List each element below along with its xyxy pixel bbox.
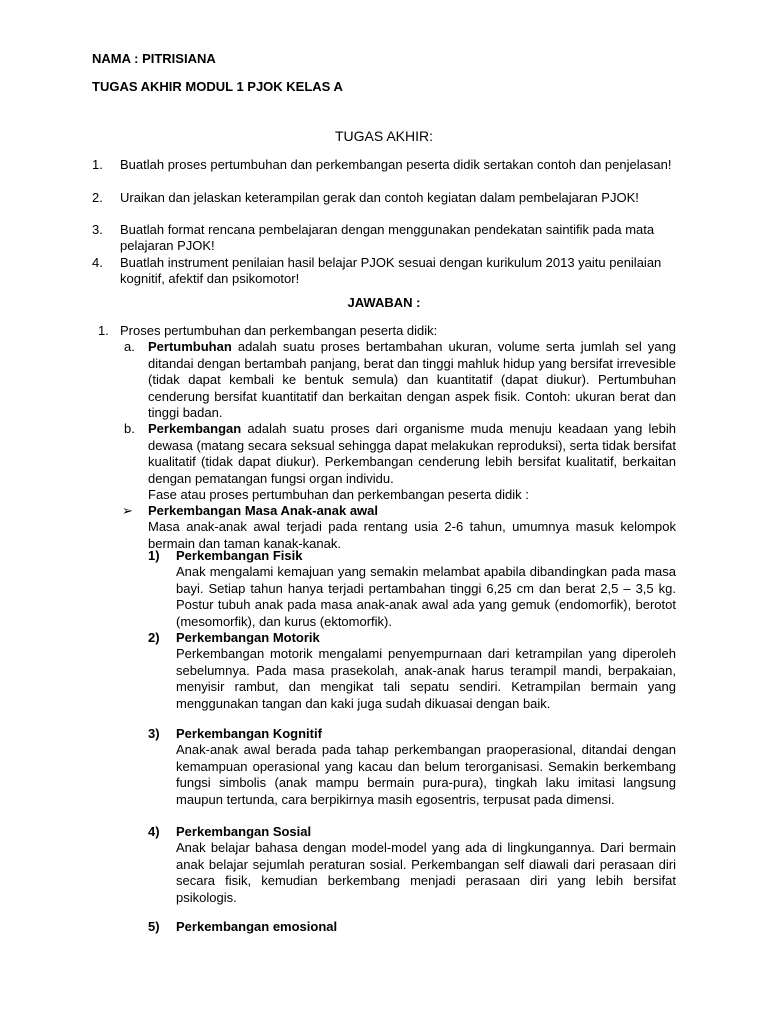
sub-number-text: 5): [148, 919, 160, 934]
question-number: 4.: [92, 255, 103, 270]
sub-heading: [176, 548, 676, 565]
question-text: Buatlah format rencana pembelajaran dengan menggunakan pendekatan saintifik pada mata pelajaran PJOK!: [120, 222, 655, 253]
sub-heading-text: Perkembangan Motorik: [176, 630, 320, 645]
sub-heading: [176, 630, 676, 647]
perkembangan-term: Perkembangan: [148, 421, 242, 436]
sub-number: [148, 919, 160, 934]
answer-number: 1.: [98, 323, 109, 338]
sub-number: [148, 824, 160, 839]
pertumbuhan-paragraph: [148, 339, 676, 422]
motorik-text: Perkembangan motorik mengalami penyempurnaan dari ketrampilan yang diperoleh sebelumnya. Pada masa prasekolah, anak-anak harus terampil mandi, berpakaian, menyisir rambut, dan mengikat tali sepatu sendiri. Ketrampilan bermain yang menggunakan tangan dan kaki juga sudah dikuasai dengan baik.: [176, 646, 676, 711]
sub-number: [148, 548, 160, 563]
sub-heading: [176, 919, 676, 936]
fisik-text: Anak mengalami kemajuan yang semakin melambat apabila dibandingkan pada masa bayi. Setiap tahun hanya terjadi pertambahan tinggi 6,25 cm dan berat 2,5 – 3,5 kg. Postur tubuh anak pada masa anak-anak awal ada yang gemuk (endomorfik), berotot (mesomorfik), dan kurus (ektomorfik).: [176, 564, 676, 629]
answer-heading: JAWABAN :: [347, 295, 421, 310]
kognitif-text: Anak-anak awal berada pada tahap perkembangan praoperasional, ditandai dengan kemampuan operasional yang kacau dan belum terorganisasi. Semakin berkembang fungsi simbolis (anak mampu bermain pura-pura), tingkah laku imitasi langsung maupun tertunda, cara berpikirnya masih egosentris, terpusat pada dimensi.: [176, 742, 676, 807]
fase-text: Fase atau proses pertumbuhan dan perkembangan peserta didik :: [148, 487, 529, 502]
sub-heading: [176, 726, 676, 743]
perkembangan-paragraph: [148, 421, 676, 487]
masa-heading: [148, 503, 676, 520]
sub-heading-text: Perkembangan emosional: [176, 919, 338, 934]
page-title: TUGAS AKHIR:: [334, 128, 434, 144]
task-title: TUGAS AKHIR MODUL 1 PJOK KELAS A: [92, 79, 343, 94]
sub-heading-text: Perkembangan Kognitif: [176, 726, 322, 741]
question-item: [92, 157, 672, 173]
question-number: 2.: [92, 190, 103, 205]
question-item: [92, 255, 672, 287]
sub-number-text: 3): [148, 726, 160, 741]
sub-heading: [176, 824, 676, 841]
sub-heading-text: Perkembangan Fisik: [176, 548, 303, 563]
question-number: 3.: [92, 222, 103, 237]
perkembangan-text: adalah suatu proses dari organisme muda menuju keadaan yang lebih dewasa (matang secara seksual sehingga dapat melakukan reproduksi), serta tidak bersifat kualitatif (tidak dapat diukur). Perkembangan cenderung lebih bersifat kualitatif, berkaitan dengan pematangan fungsi organ individu.: [148, 421, 676, 486]
question-number: 1.: [92, 157, 103, 172]
item-label-b: b.: [124, 421, 135, 436]
pertumbuhan-term: Pertumbuhan: [148, 339, 232, 354]
item-label-a: a.: [124, 339, 135, 354]
sub-number: [148, 726, 160, 741]
arrow-bullet-icon: ➢: [122, 503, 133, 518]
sub-number: [148, 630, 160, 645]
sub-number-text: 1): [148, 548, 160, 563]
sub-number-text: 2): [148, 630, 160, 645]
sub-heading-text: Perkembangan Sosial: [176, 824, 312, 839]
question-text: Buatlah instrument penilaian hasil belajar PJOK sesuai dengan kurikulum 2013 yaitu penilaian kognitif, afektif dan psikomotor!: [120, 255, 662, 286]
sub-number-text: 4): [148, 824, 160, 839]
question-item: [92, 222, 672, 254]
answer-intro: Proses pertumbuhan dan perkembangan peserta didik:: [120, 323, 438, 338]
question-text: Buatlah proses pertumbuhan dan perkembangan peserta didik sertakan contoh dan penjelasan!: [120, 157, 672, 172]
question-item: [92, 190, 672, 206]
sosial-text: Anak belajar bahasa dengan model-model yang ada di lingkungannya. Dari bermain anak belajar sejumlah peraturan sosial. Perkembangan self diawali dari perasaan diri secara fisik, kemudian berkembang menjadi perasaan diri yang lebih bersifat psikologis.: [176, 840, 676, 905]
masa-text: Masa anak-anak awal terjadi pada rentang usia 2-6 tahun, umumnya masuk kelompok bermain dan taman kanak-kanak.: [148, 519, 676, 551]
pertumbuhan-text: adalah suatu proses bertambahan ukuran, volume serta jumlah sel yang ditandai dengan bertambah panjang, berat dan tinggi mahluk hidup yang bersifat irrevesible (tidak dapat kembali ke bentuk semula) dan kuantitatif (dapat diukur). Pertumbuhan cenderung bersifat kuantitatif dan berkaitan dengan aspek fisik. Contoh: ukuran berat dan tinggi badan.: [148, 339, 676, 421]
question-text: Uraikan dan jelaskan keterampilan gerak dan contoh kegiatan dalam pembelajaran PJOK!: [120, 190, 639, 205]
masa-heading-text: Perkembangan Masa Anak-anak awal: [148, 503, 379, 518]
student-name: NAMA : PITRISIANA: [92, 51, 216, 66]
